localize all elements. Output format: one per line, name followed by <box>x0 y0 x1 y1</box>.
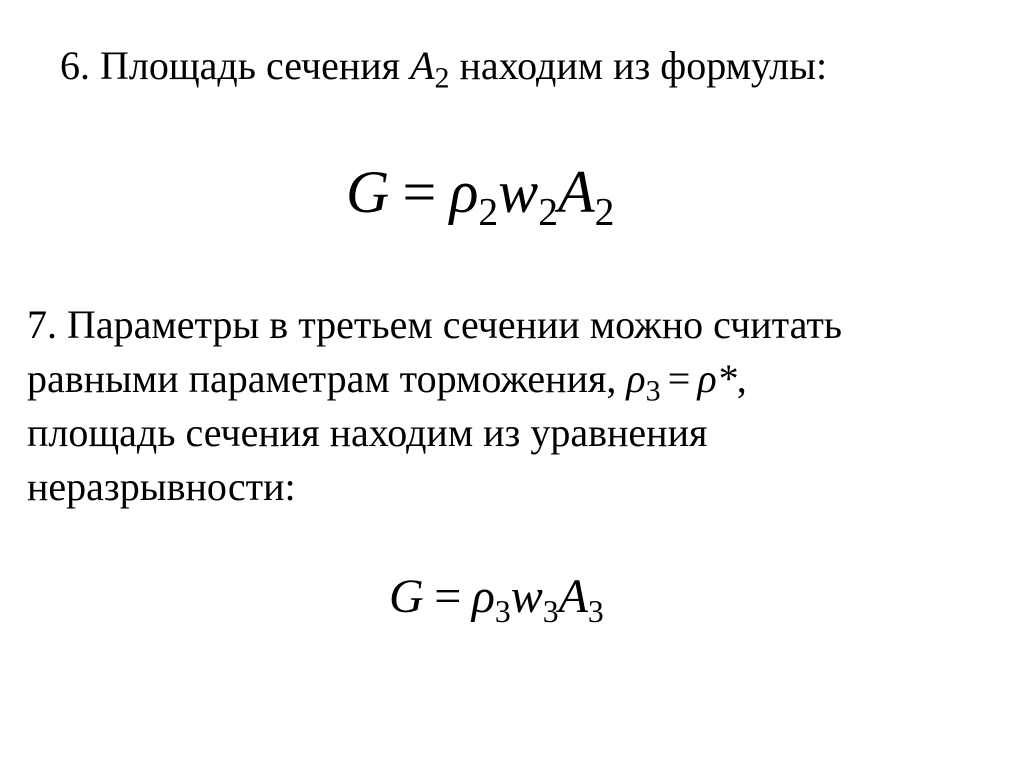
item-7-line-4: неразрывности: <box>27 464 296 509</box>
formula-1-a-subscript: 2 <box>594 189 615 234</box>
item-7-number: 7. <box>27 302 57 347</box>
formula-2-rho: ρ <box>471 570 495 623</box>
formula-1-rho-subscript: 2 <box>478 189 499 234</box>
formula-2-w: w <box>510 570 543 623</box>
item-7-line-1 <box>27 298 842 352</box>
item-7-rho-subscript: 3 <box>645 374 661 408</box>
formula-1-w-subscript: 2 <box>538 189 558 234</box>
item-6-variable-subscript: 2 <box>434 61 450 95</box>
formula-1-rho: ρ <box>449 159 479 225</box>
item-6-text-before: Площадь сечения <box>100 43 401 88</box>
item-7-line-3: площадь сечения находим из уравнения <box>27 410 708 455</box>
formula-2-a-subscript: 3 <box>587 594 604 630</box>
formula-2-lhs: G <box>389 570 424 623</box>
item-6-variable: A <box>410 43 435 88</box>
formula-2-a: A <box>558 570 588 623</box>
item-7-line-1-text: Параметры в третьем сечении можно считать <box>67 302 843 347</box>
formula-1-w: w <box>498 159 539 225</box>
formula-section-2 <box>346 157 615 234</box>
item-7-rho-star: ρ* <box>697 356 737 401</box>
item-7-line-2-text: равными параметрам торможения, <box>27 356 617 401</box>
item-7-comma: , <box>736 356 747 401</box>
item-7-line-2 <box>27 352 842 406</box>
formula-1-lhs: G <box>346 159 390 225</box>
formula-2-w-subscript: 3 <box>542 594 559 630</box>
paragraph-item-6 <box>60 39 827 93</box>
formula-2-rho-subscript: 3 <box>494 594 511 630</box>
item-6-number: 6. <box>60 43 90 88</box>
item-6-text-after: находим из формулы: <box>459 43 828 88</box>
formula-section-3 <box>389 567 604 630</box>
formula-1-equals: = <box>402 159 437 225</box>
item-7-equals: = <box>667 356 691 401</box>
item-7-rho: ρ <box>626 356 646 401</box>
formula-1-a: A <box>558 159 595 225</box>
paragraph-item-7 <box>27 298 842 514</box>
formula-2-equals: = <box>434 570 462 623</box>
